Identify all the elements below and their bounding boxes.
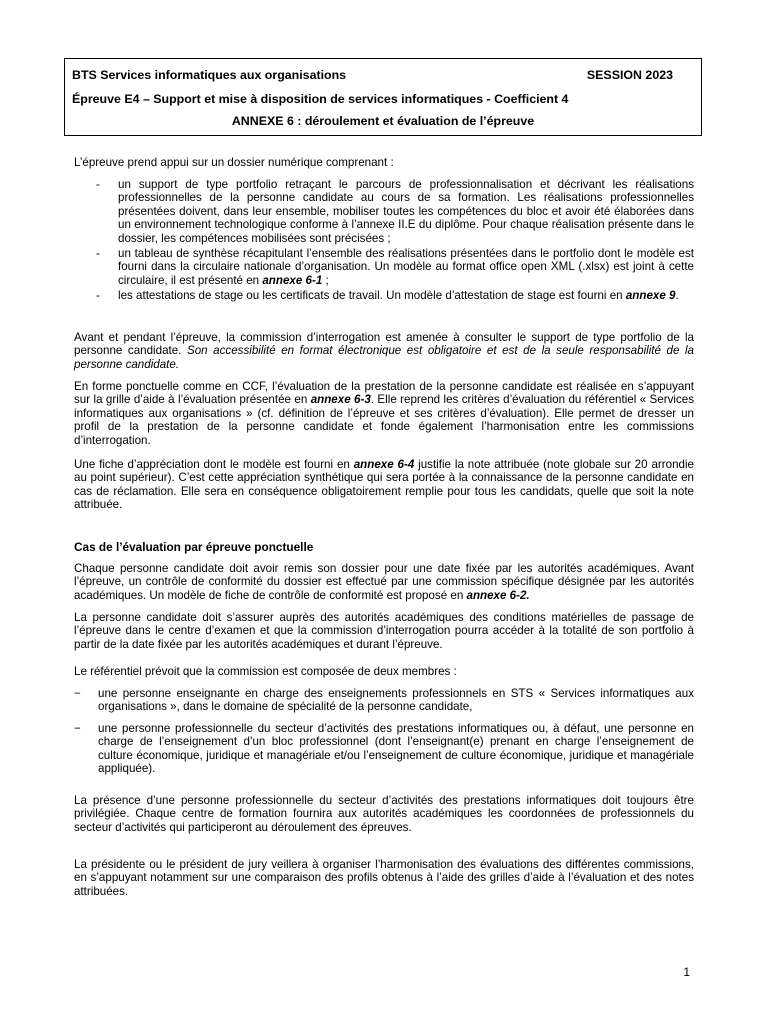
- header-session: SESSION 2023: [586, 68, 673, 82]
- annex-reference: annexe 6-3: [310, 393, 371, 407]
- annex-reference: annexe 6-2.: [466, 588, 530, 602]
- list-bullet: −: [74, 721, 81, 735]
- professional-presence-paragraph: La présence d’une personne professionnelle du secteur d’activités des prestations informatiques doit toujours être privilégiée. Chaque centre de formation fournira aux autorités académiques les coordonnées de professionnels du secteur d’activités qui participeront au déroulement des épreuves.: [74, 794, 694, 834]
- commission-members-list: [74, 687, 694, 775]
- list-item: [96, 178, 694, 245]
- evaluation-text: En forme ponctuelle comme en CCF, l’évaluation de la prestation de la personne candidate est réalisée en s’appuyant sur la grille d’aide à l’évaluation présentée en: [74, 380, 694, 407]
- annex-reference: annexe 9: [625, 289, 676, 303]
- portfolio-paragraph: [74, 331, 694, 371]
- portfolio-text: Avant et pendant l’épreuve, la commission d’interrogation est amenée à consulter le support de type portfolio de la personne candidate.: [74, 331, 694, 358]
- page-number: 1: [683, 965, 690, 979]
- commission-intro-paragraph: Le référentiel prévoit que la commission est composée de deux membres :: [74, 665, 457, 678]
- list-item: [74, 722, 694, 776]
- exam-conditions-paragraph: La personne candidate doit s’assurer auprès des autorités académiques des conditions matérielles de passage de l’épreuve dans le centre d’examen et que la commission d’interrogation pourra accéder à la totalité de son portfolio à partir de la date fixée par les autorités académiques et durant l’épreuve.: [74, 611, 694, 651]
- appreciation-text-end: justifie la note attribuée (note globale sur 20 arrondie au point supérieur). C’est cette appréciation synthétique qui sera portée à la connaissance de la personne candidate en cas de réclamation. Elle sera en conséquence obligatoirement remplie pour tous les candidats, quelle que soit la note attribuée.: [74, 458, 694, 512]
- list-item-text: une personne enseignante en charge des enseignements professionnels en STS « Services informatiques aux organisations », dans le domaine de spécialité de la personne candidate,: [98, 687, 694, 714]
- dossier-deadline-paragraph: [74, 562, 694, 602]
- evaluation-text-end: . Elle reprend les critères d’évaluation du référentiel « Services informatiques aux organisations » (cf. définition de l’épreuve et ses critères d’évaluation). Elle permet de dresser un profil de la prestation de la personne candidate et fonde également l’harmonisation entre les commissions d’interrogation.: [74, 393, 694, 447]
- list-item-text-end: ;: [322, 273, 329, 287]
- list-bullet: −: [74, 687, 81, 700]
- annex-reference: annexe 6-4: [353, 458, 415, 471]
- dossier-list: [96, 178, 694, 303]
- appreciation-text: Une fiche d’appréciation dont le modèle est fourni en: [74, 458, 354, 471]
- document-header-box: [64, 58, 702, 136]
- portfolio-responsibility-note: Son accessibilité en format électronique est obligatoire et est de la seule responsabilité de la personne candidate.: [74, 344, 694, 371]
- appreciation-paragraph: [74, 458, 694, 512]
- dossier-deadline-text: Chaque personne candidate doit avoir remis son dossier pour une date fixée par les autorités académiques. Avant l’épreuve, un contrôle de conformité du dossier est effectué par une commission spécifique désignée par les autorités académiques. Un modèle de fiche de contrôle de conformité est proposé en: [74, 562, 694, 602]
- list-bullet: -: [96, 289, 100, 303]
- list-item-text: un support de type portfolio retraçant le parcours de professionnalisation et décrivant les réalisations professionnelles de la personne candidate au cours de sa formation. Les réalisations professionnelles présentées doivent, dans leur ensemble, mobiliser toutes les compétences du bloc et avoir été élaborées dans un environnement technologique conforme à l’annexe II.E du diplôme. Pour chaque réalisation présente dans le dossier, les compétences mobilisées sont précisées ;: [118, 178, 694, 245]
- list-item-text-end: .: [675, 289, 679, 303]
- annex-reference: annexe 6-1: [262, 273, 323, 287]
- header-title: BTS Services informatiques aux organisations: [72, 68, 347, 82]
- list-item: [96, 247, 694, 287]
- evaluation-paragraph: [74, 380, 694, 447]
- list-item-text: une personne professionnelle du secteur d’activités des prestations informatiques ou, à défaut, une personne en charge de l’enseignement d’un bloc professionnel (dont l’enseignant(e) prenant en charge l’enseignement de culture économique, juridique et managériale et/ou l’enseignement de culture économique, juridique et managériale appliquée).: [98, 721, 694, 776]
- jury-president-paragraph: La présidente ou le président de jury veillera à organiser l’harmonisation des évaluations des différentes commissions, en s’appuyant notamment sur une comparaison des profils obtenus à l’aide des grilles d’aide à l’évaluation et des notes attribuées.: [74, 858, 694, 898]
- list-item: [74, 687, 694, 714]
- section-heading: Cas de l’évaluation par épreuve ponctuelle: [74, 540, 314, 554]
- intro-paragraph: L’épreuve prend appui sur un dossier numérique comprenant :: [74, 156, 394, 169]
- list-item: [96, 289, 694, 302]
- header-annex-title: ANNEXE 6 : déroulement et évaluation de l’épreuve: [231, 114, 535, 128]
- list-item-text: un tableau de synthèse récapitulant l’ensemble des réalisations présentées dans le portfolio dont le modèle est fourni dans la circulaire nationale d’organisation. Un modèle au format office open XML (.xlsx) est joint à cette circulaire, il est présenté en: [118, 247, 694, 287]
- header-subtitle: Épreuve E4 – Support et mise à disposition de services informatiques - Coefficient 4: [72, 92, 569, 106]
- list-bullet: -: [96, 178, 100, 191]
- list-item-text: les attestations de stage ou les certificats de travail. Un modèle d’attestation de stage est fourni en: [118, 289, 626, 303]
- list-bullet: -: [96, 247, 100, 261]
